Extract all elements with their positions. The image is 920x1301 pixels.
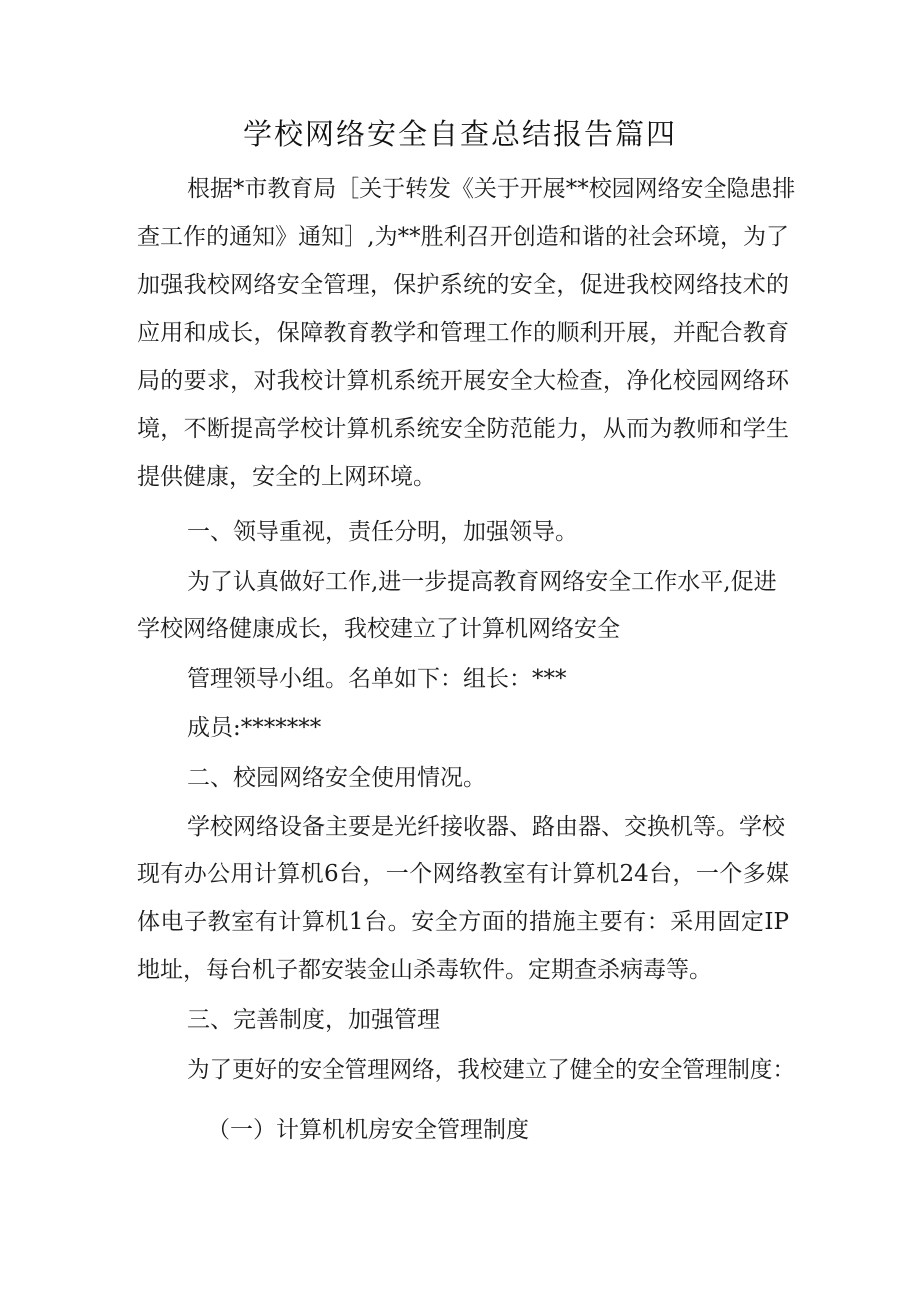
section3-body: 为了更好的安全管理网络，我校建立了健全的安全管理制度： bbox=[187, 1057, 795, 1083]
section2-heading: 二、校园网络安全使用情况。 bbox=[187, 765, 486, 791]
intro-line-3: 加强我校网络安全管理，保护系统的安全，促进我校网络技术的 bbox=[137, 272, 789, 298]
section1-body-line-1: 为了认真做好工作,进一步提高教育网络安全工作水平,促进 bbox=[187, 569, 777, 595]
section2-body-line-3: 体电子教室有计算机1台。安全方面的措施主要有：采用固定IP bbox=[137, 909, 789, 935]
intro-line-6: 境，不断提高学校计算机系统安全防范能力，从而为教师和学生 bbox=[137, 416, 789, 442]
intro-line-1: 根据*市教育局［关于转发《关于开展**校园网络安全隐患排 bbox=[187, 176, 796, 202]
subsection1-heading: （一）计算机机房安全管理制度 bbox=[207, 1117, 529, 1143]
section1-heading: 一、领导重视，责任分明，加强领导。 bbox=[187, 519, 578, 545]
section1-group: 管理领导小组。名单如下：组长：*** bbox=[187, 666, 567, 692]
section3-heading: 三、完善制度，加强管理 bbox=[187, 1007, 440, 1033]
section2-body-line-1: 学校网络设备主要是光纤接收器、路由器、交换机等。学校 bbox=[187, 814, 785, 840]
intro-line-5: 局的要求，对我校计算机系统开展安全大检查，净化校园网络环 bbox=[137, 368, 789, 394]
document-title: 学校网络安全自查总结报告篇四 bbox=[242, 117, 677, 151]
intro-line-4: 应用和成长，保障教育教学和管理工作的顺利开展，并配合教育 bbox=[137, 320, 789, 346]
section2-body-line-2: 现有办公用计算机6台，一个网络教室有计算机24台，一个多媒 bbox=[137, 861, 789, 887]
section2-body-line-4: 地址，每台机子都安装金山杀毒软件。定期查杀病毒等。 bbox=[137, 957, 712, 983]
intro-line-2: 查工作的通知》通知］,为**胜利召开创造和谐的社会环境，为了 bbox=[137, 224, 789, 250]
section1-body-line-2: 学校网络健康成长，我校建立了计算机网络安全 bbox=[137, 616, 620, 642]
section1-members: 成员:******* bbox=[187, 715, 322, 741]
intro-line-7: 提供健康，安全的上网环境。 bbox=[137, 464, 436, 490]
